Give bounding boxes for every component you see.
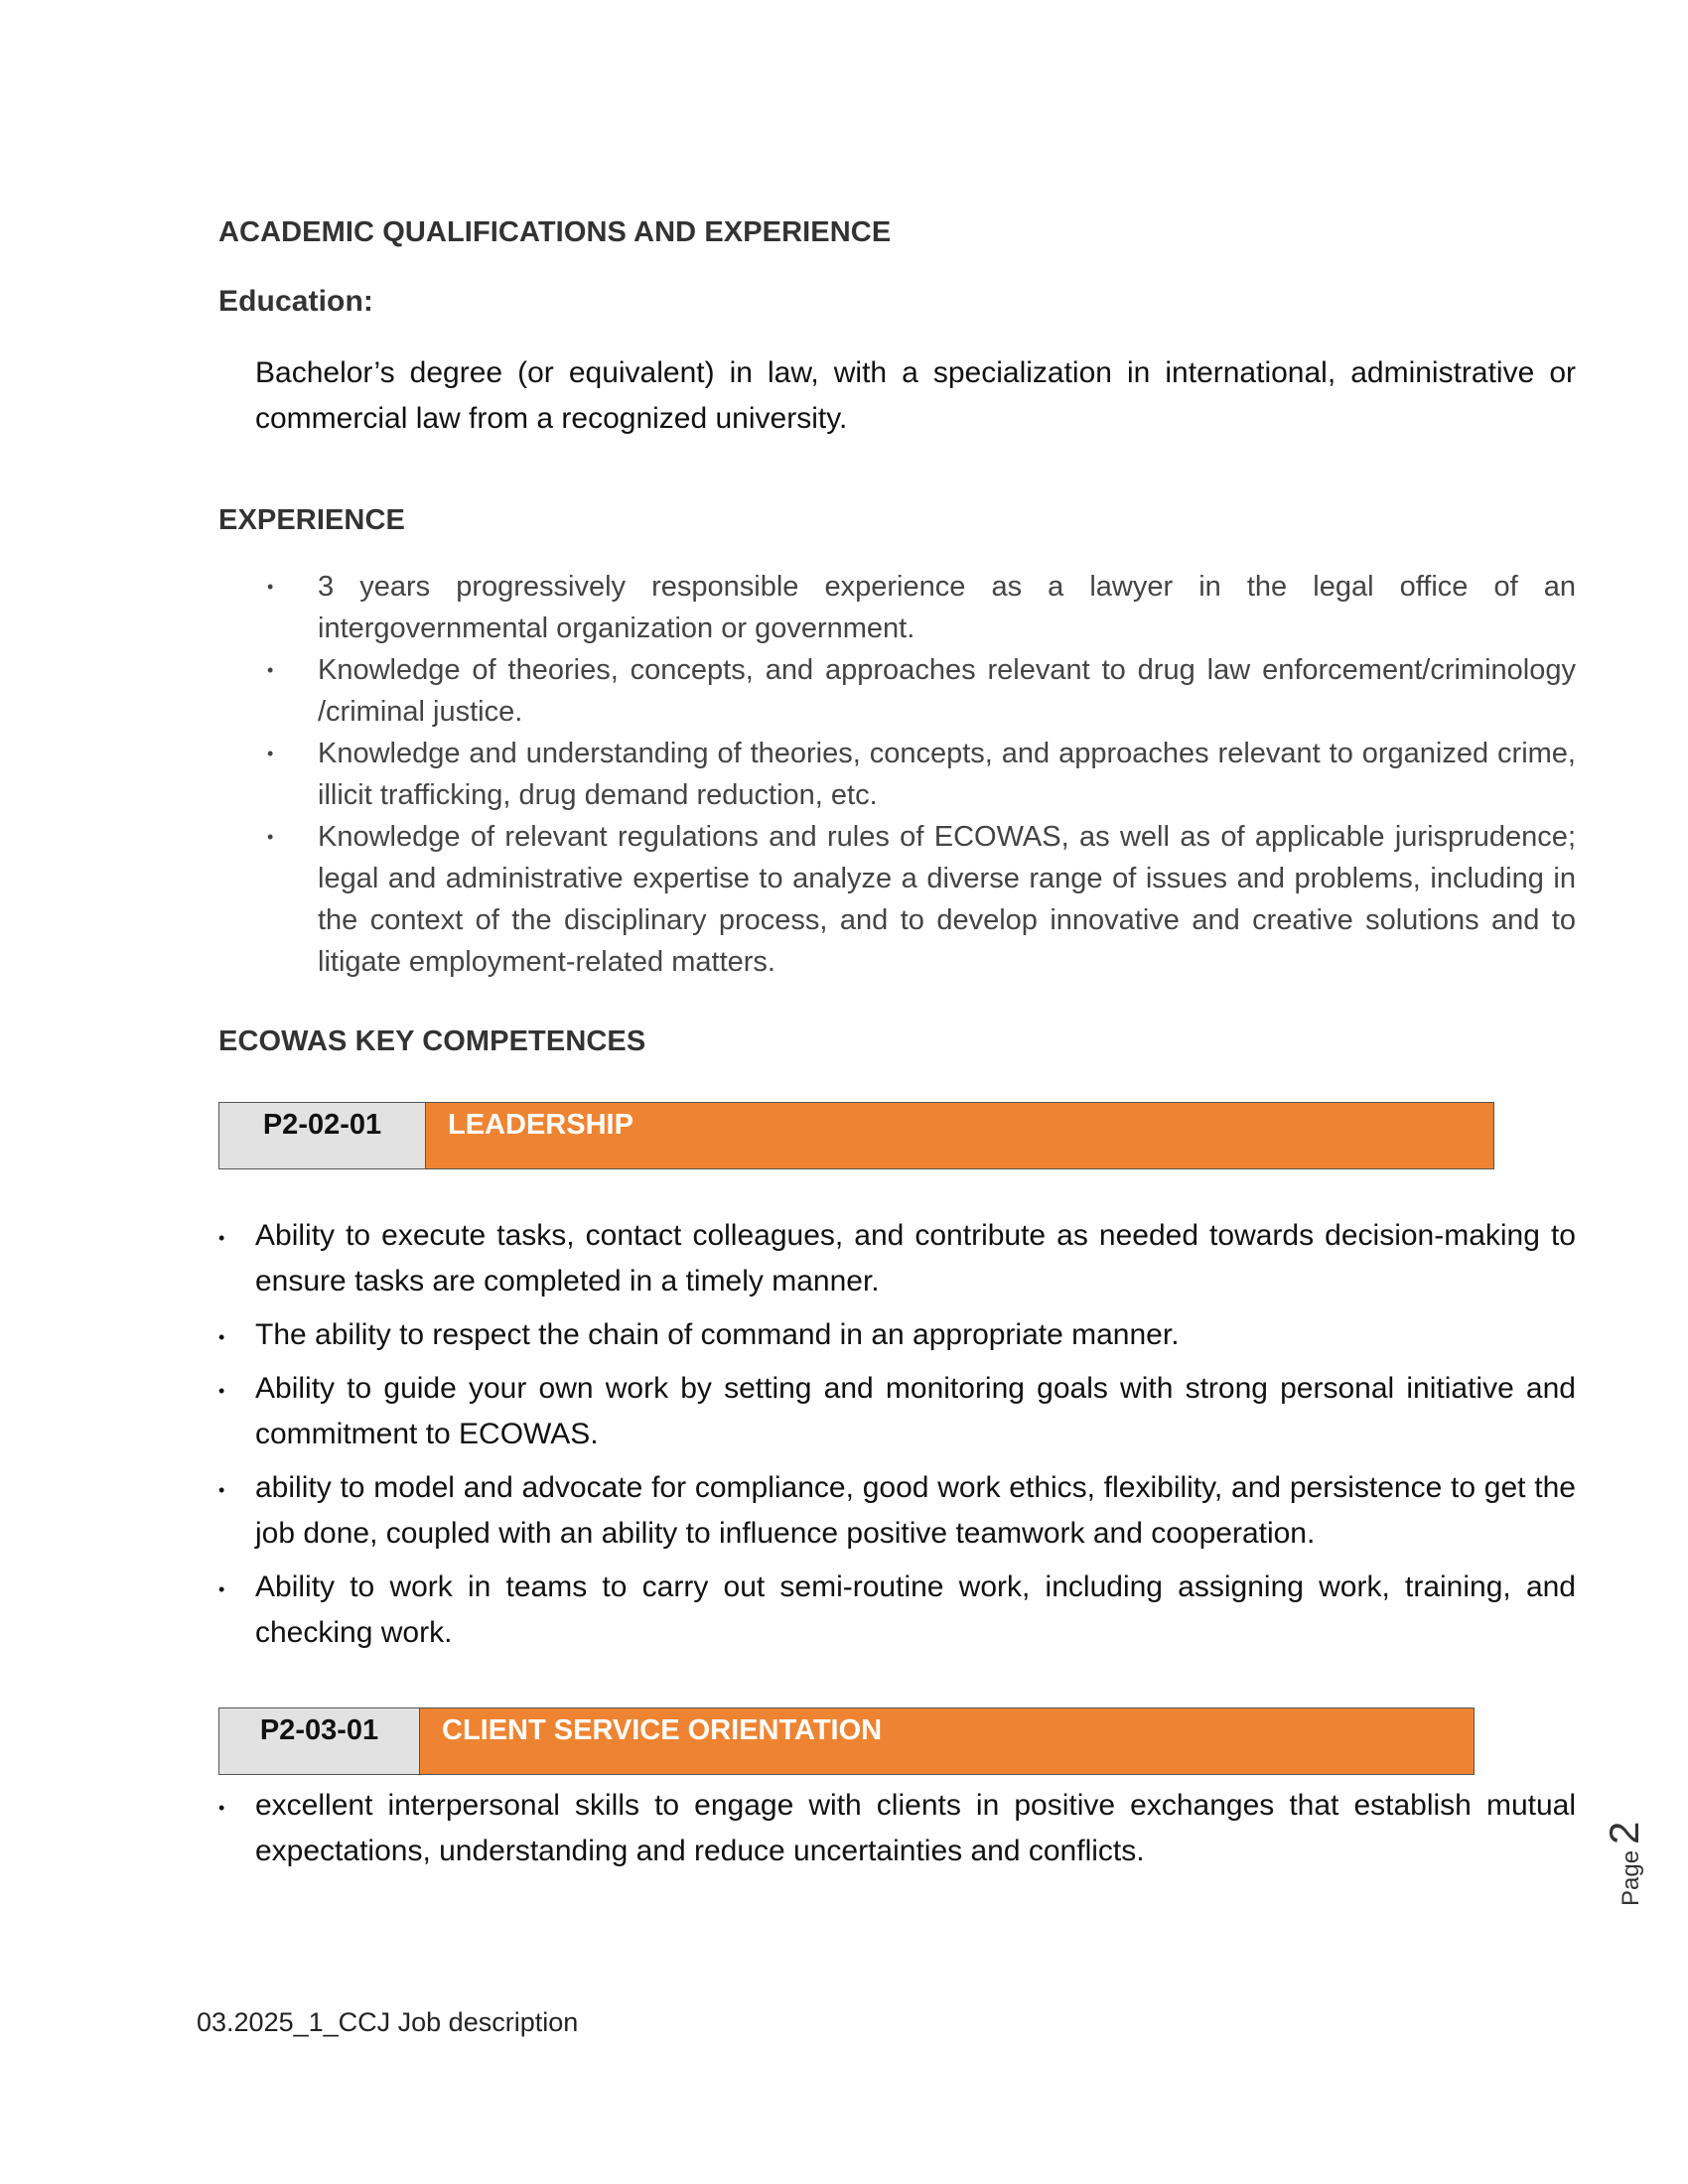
bullet-icon: • <box>218 1327 225 1347</box>
bullet-icon: • <box>267 660 274 680</box>
bullet-icon: • <box>267 744 274 763</box>
competency-code: P2-02-01 <box>219 1103 426 1168</box>
list-item: • The ability to respect the chain of command in an appropriate manner. <box>218 1312 1576 1358</box>
competency-header-leadership <box>218 1102 1494 1169</box>
bullet-icon: • <box>218 1228 225 1248</box>
competency-code: P2-03-01 <box>219 1708 420 1774</box>
bullet-icon: • <box>218 1480 225 1500</box>
list-item: • Ability to execute tasks, contact colleagues, and contribute as needed towards decision-making to ensure tasks are completed in a timely manner. <box>218 1213 1576 1304</box>
competency-title: CLIENT SERVICE ORIENTATION <box>420 1708 1474 1774</box>
page-number <box>1601 1797 1660 1906</box>
competency-title: LEADERSHIP <box>426 1103 1493 1168</box>
list-item: • excellent interpersonal skills to engage with clients in positive exchanges that establish mutual expectations, understanding and reduce uncertainties and conflicts. <box>218 1783 1576 1874</box>
list-item: • Knowledge and understanding of theories, concepts, and approaches relevant to organized crime, illicit trafficking, drug demand reduction, etc. <box>255 733 1576 816</box>
experience-heading: EXPERIENCE <box>218 504 405 536</box>
bullet-icon: • <box>218 1381 225 1401</box>
bullet-icon: • <box>267 577 274 597</box>
competency-header-client-service <box>218 1707 1475 1775</box>
experience-list <box>255 566 1576 983</box>
list-item: • ability to model and advocate for compliance, good work ethics, flexibility, and persistence to get the job done, coupled with an ability to influence positive teamwork and cooperation. <box>218 1465 1576 1557</box>
list-item: • 3 years progressively responsible experience as a lawyer in the legal office of an intergovernmental organization or government. <box>255 566 1576 649</box>
competences-heading: ECOWAS KEY COMPETENCES <box>218 1025 646 1057</box>
leadership-list <box>218 1213 1576 1664</box>
bullet-icon: • <box>267 827 274 847</box>
academic-heading: ACADEMIC QUALIFICATIONS AND EXPERIENCE <box>218 216 892 248</box>
education-text: Bachelor’s degree (or equivalent) in law, with a specialization in international, administrative or commercial law from a recognized university. <box>255 356 1576 435</box>
list-item: • Ability to guide your own work by setting and monitoring goals with strong personal initiative and commitment to ECOWAS. <box>218 1366 1576 1457</box>
footer-text: 03.2025_1_CCJ Job description <box>197 2007 579 2037</box>
bullet-icon: • <box>218 1579 225 1599</box>
list-item: • Knowledge of theories, concepts, and approaches relevant to drug law enforcement/criminology /criminal justice. <box>255 649 1576 733</box>
list-item: • Ability to work in teams to carry out semi-routine work, including assigning work, training, and checking work. <box>218 1565 1576 1656</box>
bullet-icon: • <box>218 1798 225 1818</box>
education-label: Education: <box>218 285 373 318</box>
list-item: • Knowledge of relevant regulations and rules of ECOWAS, as well as of applicable jurisprudence; legal and administrative expertise to analyze a diverse range of issues and problems, including in the context of the disciplinary process, and to develop innovative and creative solutions and to litigate employment-related matters. <box>255 816 1576 983</box>
page-number-value: 2 <box>1601 1821 1647 1844</box>
client-service-list <box>218 1783 1576 1882</box>
page-label: Page <box>1618 1849 1644 1906</box>
